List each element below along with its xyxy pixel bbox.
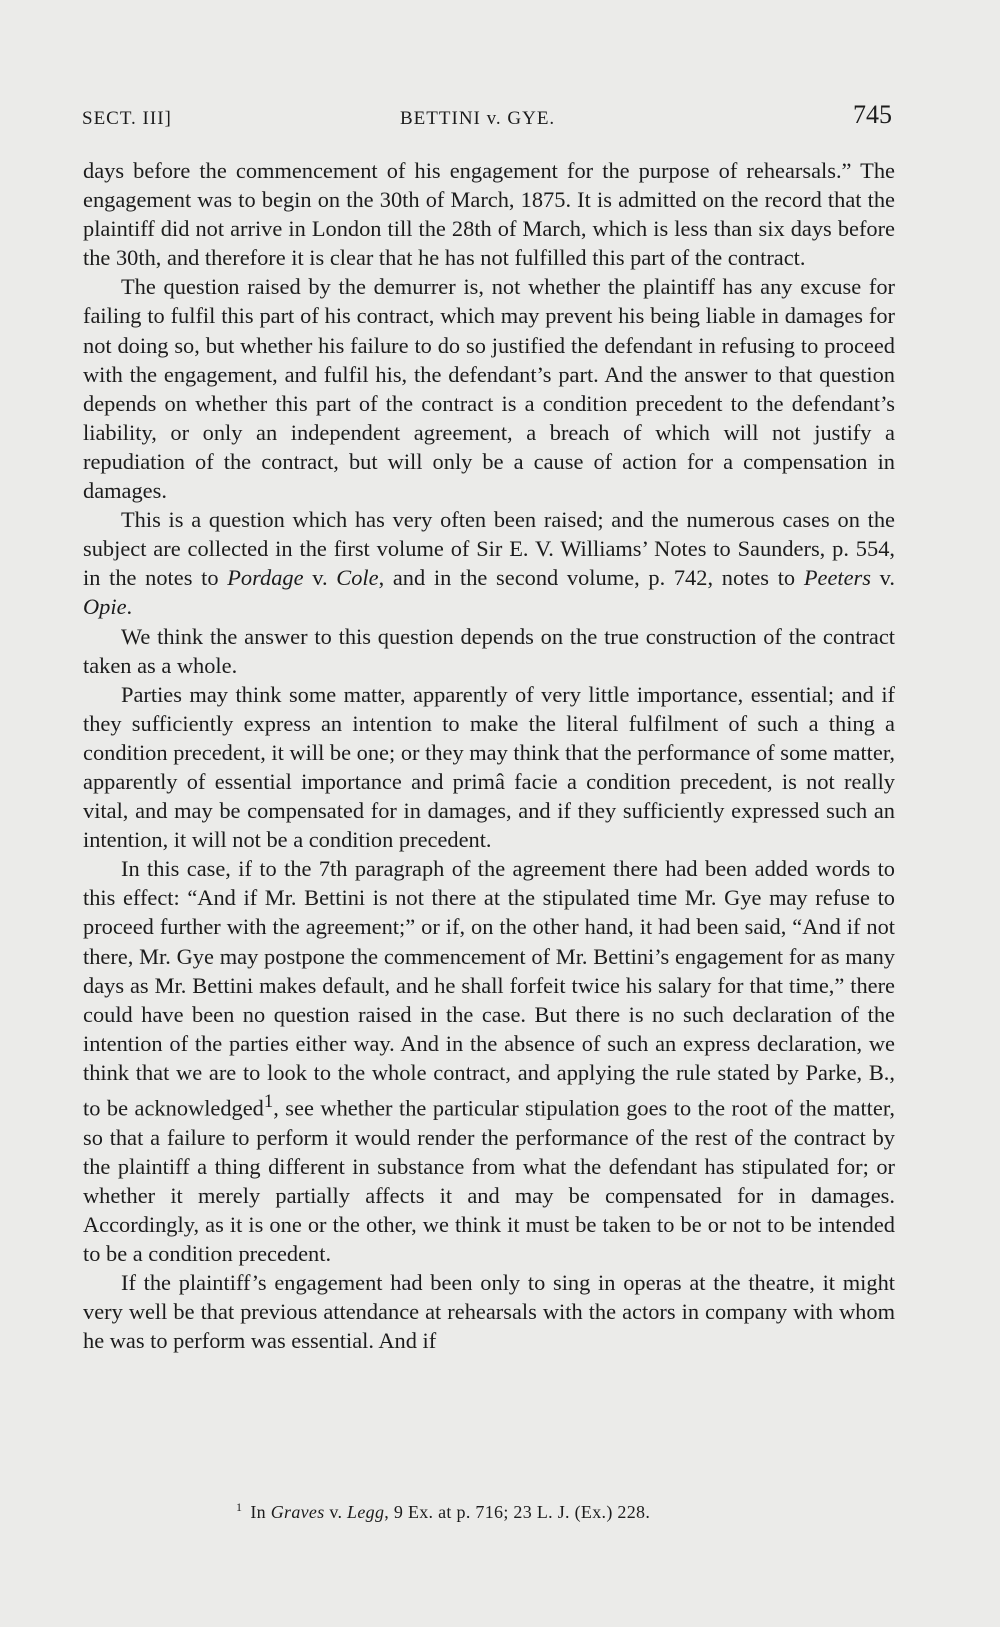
paragraph bbox=[83, 622, 895, 680]
text-run: This is a question which has very often been raised; and the numerous cases on the subject are collected in the first volume of Sir E. V. Williams’ Notes to Saunders, p. 554, in the notes to bbox=[83, 507, 895, 591]
text-run: , see whether the particular stipulation goes to the root of the matter, so that a failure to perform it would render the performance of the rest of the contract by the plaintiff a thing different in substance from what the defendant has stipulated for; or whether it merely partially affects it and may be compensated for in damages. Accordingly, as it is one or the other, we think it must be taken to be or not to be intended to be a condition precedent. bbox=[83, 1095, 895, 1266]
paragraph bbox=[83, 272, 895, 505]
italic-text: Legg bbox=[347, 1502, 385, 1522]
running-header bbox=[82, 100, 894, 136]
text-run: days before the commencement of his engagement for the purpose of rehearsals.” The engagement was to begin on the 30th of March, 1875. It is admitted on the record that the plaintiff did not arrive in London till the 28th of March, which is less than six days before the 30th, and therefore it is clear that he has not fulfilled this part of the contract. bbox=[83, 158, 895, 271]
italic-text: Opie bbox=[83, 594, 127, 620]
text-run: In this case, if to the 7th paragraph of the agreement there had been added words to this effect: “And if Mr. Bettini is not there at the stipulated time Mr. Gye may refuse to proceed further with the agreement;” or if, on the other hand, it had been said, “And if not there, Mr. Gye may postpone the commencement of Mr. Bettini’s engagement for as many days as Mr. Bettini makes default, and he shall forfeit twice his salary for that time,” there could have been no question raised in the case. But there is no such declaration of the intention of the parties either way. And in the absence of such an express declaration, we think that we are to look to the whole contract, and applying the rule stated by Parke, B., to be acknowledged bbox=[83, 856, 895, 1121]
text-run: If the plaintiff’s engagement had been only to sing in operas at the theatre, it might very well be that previous attendance at rehearsals with the actors in company with whom he was to perform was essential. And if bbox=[83, 1270, 895, 1354]
italic-text: Graves bbox=[270, 1502, 325, 1522]
running-title: BETTINI v. GYE. bbox=[400, 108, 556, 129]
text-run: v. bbox=[324, 1502, 348, 1522]
text-run: , and in the second volume, p. 742, notes to bbox=[378, 565, 804, 591]
text-run: . bbox=[126, 594, 133, 620]
paragraph bbox=[83, 854, 895, 1268]
text-run: v. bbox=[303, 565, 337, 591]
paragraph bbox=[83, 156, 895, 272]
text-run: v. bbox=[870, 565, 896, 591]
body-text bbox=[83, 156, 895, 1355]
footnote-reference: 1 bbox=[263, 1091, 274, 1112]
text-run: , 9 Ex. at p. 716; 23 L. J. (Ex.) 228. bbox=[384, 1502, 651, 1522]
paragraph bbox=[83, 505, 895, 621]
footnote-marker: 1 bbox=[236, 1500, 243, 1514]
footnote bbox=[236, 1500, 836, 1523]
text-run: In bbox=[250, 1502, 271, 1522]
italic-text: Pordage bbox=[227, 565, 304, 591]
paragraph bbox=[83, 1268, 895, 1355]
text-run: We think the answer to this question depends on the true construction of the contract taken as a whole. bbox=[83, 623, 895, 678]
text-run: The question raised by the demurrer is, not whether the plaintiff has any excuse for failing to fulfil this part of his contract, which may prevent his being liable in damages for not doing so, but whether his failure to do so justified the defendant in refusing to proceed with the engagement, and fulfil his, the defendant’s part. And the answer to that question depends on whether this part of the contract is a condition precedent to the defendant’s liability, or only an independent agreement, a breach of which will not justify a repudiation of the contract, but will only be a cause of action for a compensation in damages. bbox=[83, 274, 895, 504]
italic-text: Peeters bbox=[803, 565, 871, 591]
footnote-text bbox=[250, 1502, 650, 1522]
page-number: 745 bbox=[853, 100, 892, 129]
text-run: Parties may think some matter, apparently of very little importance, essential; and if they sufficiently express an intention to make the literal fulfilment of such a thing a condition precedent, it will be one; or they may think that the performance of some matter, apparently of essential importance and primâ facie a condition precedent, is not really vital, and may be compensated for in damages, and if they sufficiently expressed such an intention, it will not be a condition precedent. bbox=[83, 681, 895, 853]
italic-text: Cole bbox=[336, 565, 379, 591]
section-label: SECT. III] bbox=[82, 108, 172, 129]
paragraph bbox=[83, 680, 895, 855]
